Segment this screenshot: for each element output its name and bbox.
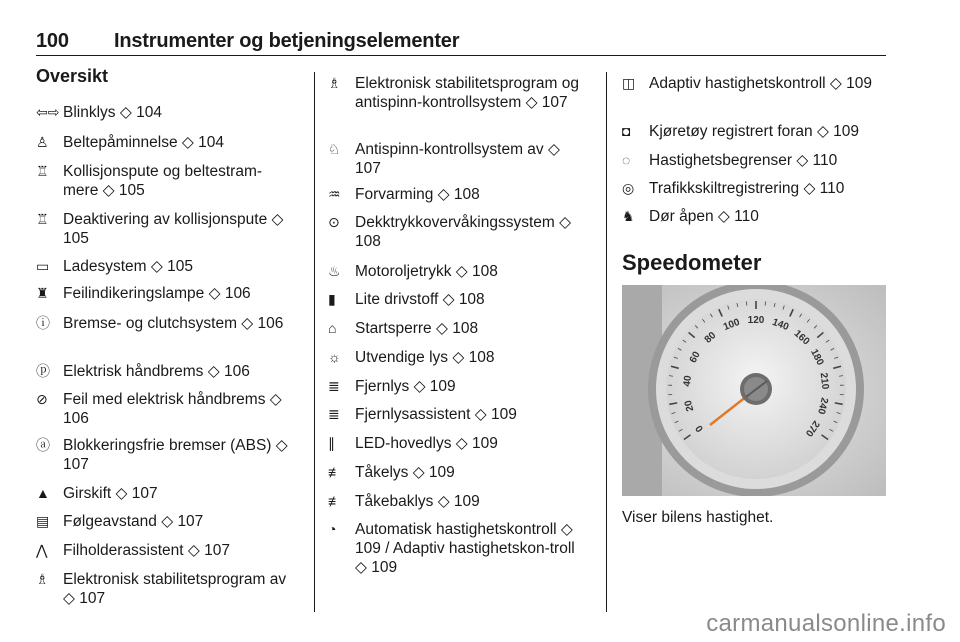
parking-brake-fault-icon: ⊘ xyxy=(36,391,48,407)
page-title: Instrumenter og betjeningselementer xyxy=(114,30,460,52)
list-item xyxy=(328,140,590,178)
list-item xyxy=(622,122,884,141)
speedometer-label: 80 xyxy=(702,330,719,346)
following-distance-icon: ▤ xyxy=(36,513,50,529)
low-fuel-icon: ▮ xyxy=(328,291,336,307)
speedometer-label: 20 xyxy=(682,399,697,413)
list-item-text: Elektronisk stabilitetsprogram av ◇ 107 xyxy=(63,571,287,607)
speedometer-label: 210 xyxy=(817,372,831,390)
rear-fog-light-icon: ≢ xyxy=(328,493,342,509)
list-item xyxy=(622,179,884,198)
list-item-text: Blinklys ◇ 104 xyxy=(63,104,162,121)
list-item-text: Forvarming ◇ 108 xyxy=(355,186,480,203)
header-rule xyxy=(36,55,886,56)
page-header xyxy=(36,30,459,53)
list-item-text: Girskift ◇ 107 xyxy=(63,485,158,502)
list-item-text: Elektrisk håndbrems ◇ 106 xyxy=(63,363,250,380)
speedometer-label: 240 xyxy=(815,396,830,416)
parking-brake-icon: ⓟ xyxy=(36,363,50,379)
oil-pressure-icon: ♨ xyxy=(328,263,341,279)
adaptive-cruise-icon: ◫ xyxy=(622,75,636,91)
list-item xyxy=(36,362,288,381)
list-item xyxy=(36,436,288,474)
list-item xyxy=(36,162,288,200)
list-item xyxy=(328,377,590,396)
list-item-text: Hastighetsbegrenser ◇ 110 xyxy=(649,152,838,169)
column-divider-1 xyxy=(314,72,315,612)
list-item-text: Følgeavstand ◇ 107 xyxy=(63,513,204,530)
list-item-text: Lite drivstoff ◇ 108 xyxy=(355,291,485,308)
turn-signal-icon: ⇦⇨ xyxy=(36,104,60,120)
cruise-control-icon: ◔ xyxy=(328,521,337,537)
speedometer-label: 180 xyxy=(808,347,826,368)
speedometer-caption: Viser bilens hastighet. xyxy=(622,509,774,526)
list-item xyxy=(328,290,590,309)
speedometer-label: 160 xyxy=(791,328,812,348)
speedometer-label: 140 xyxy=(770,316,791,334)
vehicle-ahead-icon: ◘ xyxy=(622,123,631,139)
gear-shift-icon: ▲ xyxy=(36,485,50,501)
brake-system-icon: ⓘ xyxy=(36,315,50,331)
list-item-text: Ladesystem ◇ 105 xyxy=(63,258,193,275)
list-item-text: Fjernlysassistent ◇ 109 xyxy=(355,406,517,423)
speedometer-label: 120 xyxy=(747,315,765,326)
list-item-text: Filholderassistent ◇ 107 xyxy=(63,542,231,559)
list-item xyxy=(328,319,590,338)
list-item-text: Elektronisk stabilitetsprogram og antispinn-kontrollsystem ◇ 107 xyxy=(355,75,579,111)
list-item xyxy=(36,133,288,152)
airbag-off-icon: ♖ xyxy=(36,211,49,227)
high-beam-icon: ≣ xyxy=(328,378,340,394)
list-item-text: Bremse- og clutchsystem ◇ 106 xyxy=(63,315,284,332)
list-item-text: Tåkebaklys ◇ 109 xyxy=(355,493,480,510)
list-item-text: Kjøretøy registrert foran ◇ 109 xyxy=(649,123,860,140)
list-item xyxy=(36,210,288,248)
list-item xyxy=(622,207,884,226)
list-item xyxy=(328,213,590,251)
list-item xyxy=(328,434,590,453)
exterior-lights-icon: ☼ xyxy=(328,349,341,365)
list-item-text: Adaptiv hastighetskontroll ◇ 109 xyxy=(649,75,873,92)
door-open-icon: ♞ xyxy=(622,208,635,224)
traffic-sign-icon: ◎ xyxy=(622,180,635,196)
list-item xyxy=(328,74,590,112)
list-item xyxy=(328,405,590,424)
list-item-text: Tåkelys ◇ 109 xyxy=(355,464,455,481)
airbag-icon: ♖ xyxy=(36,163,49,179)
preheating-icon: ♒ xyxy=(328,186,341,202)
list-item-text: LED-hovedlys ◇ 109 xyxy=(355,435,498,452)
speedometer-title: Speedometer xyxy=(622,250,762,275)
list-item-text: Feilindikeringslampe ◇ 106 xyxy=(63,285,251,302)
list-item xyxy=(328,463,590,482)
fog-light-icon: ≢ xyxy=(328,464,342,480)
list-item-text: Kollisjonspute og beltestram-mere ◇ 105 xyxy=(63,163,263,199)
list-item xyxy=(328,492,590,511)
list-item-text: Dekktrykkovervåkingssystem ◇ 108 xyxy=(355,214,572,250)
watermark: carmanualsonline.info xyxy=(706,610,946,637)
list-item xyxy=(36,314,288,333)
high-beam-assist-icon: ≣ xyxy=(328,406,340,422)
speedometer-label: 270 xyxy=(802,418,822,439)
list-item xyxy=(36,541,288,560)
overview-title: Oversikt xyxy=(36,66,109,86)
engine-warning-icon: ♜ xyxy=(36,285,49,301)
stability-program-icon: ♗ xyxy=(328,75,341,91)
speedometer-label: 40 xyxy=(681,374,695,388)
list-item xyxy=(328,185,590,204)
list-item xyxy=(36,512,288,531)
stability-program-off-icon: ♗ xyxy=(36,571,49,587)
list-item-text: Automatisk hastighetskontroll ◇ 109 / Adaptiv hastighetskon-troll ◇ 109 xyxy=(355,521,575,576)
speedometer-label: 100 xyxy=(721,316,742,334)
speed-limiter-icon: ◌ xyxy=(622,152,631,168)
column-divider-2 xyxy=(606,72,607,612)
list-item-text: Blokkeringsfrie bremser (ABS) ◇ 107 xyxy=(63,437,288,473)
list-item xyxy=(328,520,590,577)
page-number: 100 xyxy=(36,30,69,52)
immobilizer-icon: ⌂ xyxy=(328,320,337,336)
list-item-text: Antispinn-kontrollsystem av ◇ 107 xyxy=(355,141,560,177)
list-item-text: Dør åpen ◇ 110 xyxy=(649,208,759,225)
abs-icon: ⓐ xyxy=(36,437,50,453)
list-item xyxy=(36,257,288,276)
list-item xyxy=(36,570,288,608)
list-item xyxy=(36,390,288,428)
led-headlight-icon: ∥ xyxy=(328,435,335,451)
speedometer-image xyxy=(622,285,886,496)
list-item xyxy=(36,484,288,503)
list-item-text: Deaktivering av kollisjonspute ◇ 105 xyxy=(63,211,284,247)
list-item-text: Fjernlys ◇ 109 xyxy=(355,378,456,395)
speedometer-label: 60 xyxy=(687,349,703,365)
speedometer-label: 0 xyxy=(693,422,706,434)
list-item xyxy=(36,103,288,122)
lane-assist-icon: ⋀ xyxy=(36,542,48,558)
list-item-text: Beltepåminnelse ◇ 104 xyxy=(63,134,224,151)
list-item-text: Utvendige lys ◇ 108 xyxy=(355,349,495,366)
list-item xyxy=(622,151,884,170)
list-item xyxy=(328,262,590,281)
list-item xyxy=(328,348,590,367)
battery-icon: ▭ xyxy=(36,258,50,274)
seat-belt-icon: ♙ xyxy=(36,134,49,150)
list-item xyxy=(622,74,884,93)
list-item-text: Feil med elektrisk håndbrems ◇ 106 xyxy=(63,391,282,427)
list-item xyxy=(36,284,288,303)
list-item-text: Startsperre ◇ 108 xyxy=(355,320,479,337)
traction-control-off-icon: ♘ xyxy=(328,141,341,157)
list-item-text: Motoroljetrykk ◇ 108 xyxy=(355,263,498,280)
tyre-pressure-icon: ⊙ xyxy=(328,214,340,230)
list-item-text: Trafikkskiltregistrering ◇ 110 xyxy=(649,180,845,197)
